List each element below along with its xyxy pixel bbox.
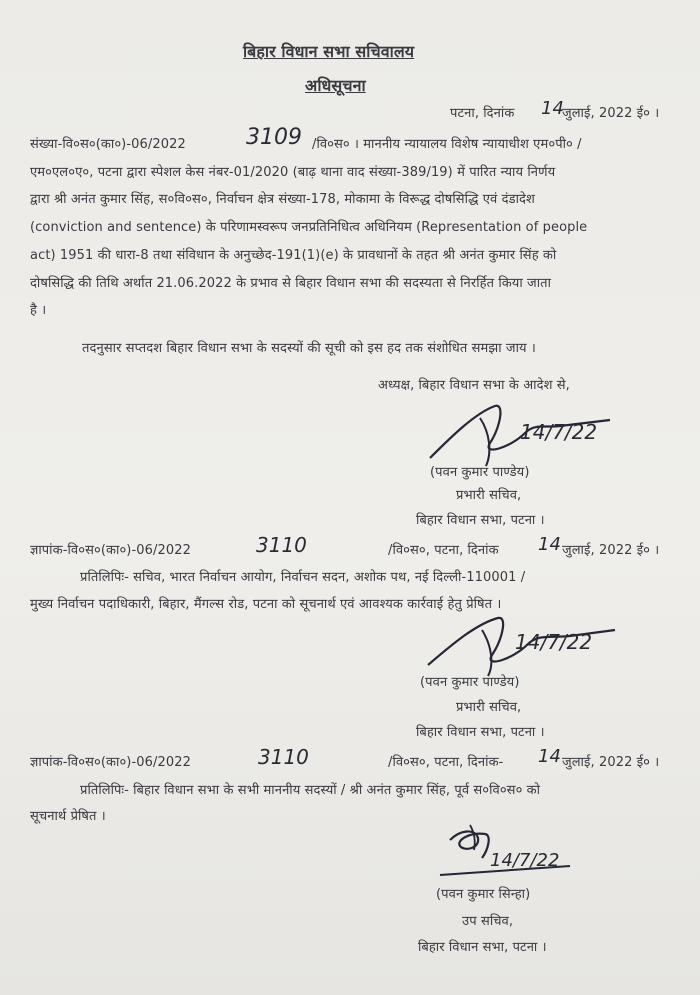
memo-ref-no: ज्ञापांक-वि०स०(का०)-06/2022: [30, 755, 191, 770]
memo-date-prefix: /वि०स०, पटना, दिनांक: [388, 543, 499, 558]
signatory-designation: प्रभारी सचिव,: [456, 700, 522, 715]
memo-date-prefix: /वि०स०, पटना, दिनांक-: [388, 755, 504, 770]
memo-ref-no: ज्ञापांक-वि०स०(का०)-06/2022: [30, 543, 191, 558]
signatory-designation: उप सचिव,: [462, 914, 514, 929]
notice-date-handwritten: 14: [541, 98, 564, 119]
notification-line: दोषसिद्धि की तिथि अर्थात 21.06.2022 के प्रभाव से बिहार विधान सभा की सदस्यता से निरर्हित किया जाता: [30, 276, 552, 291]
memo-date-suffix: जुलाई, 2022 ई० ।: [562, 755, 660, 770]
notification-line: (conviction and sentence) के परिणामस्वरूप जनप्रतिनिधित्व अधिनियम (Representation of people: [30, 220, 588, 235]
memo-date-handwritten: 14: [538, 534, 561, 555]
signature-date-handwritten: 14/7/22: [490, 850, 560, 871]
signatory-designation: प्रभारी सचिव,: [456, 488, 522, 503]
notification-line: एम०एल०ए०, पटना द्वारा स्पेशल केस नंबर-01/2020 (बाढ़ थाना वाद संख्या-389/19) में पारित न्याय निर्णय: [30, 165, 556, 180]
signatory-name: (पवन कुमार पाण्डेय): [430, 465, 530, 480]
notification-line: द्वारा श्री अनंत कुमार सिंह, स०वि०स०, निर्वाचन क्षेत्र संख्या-178, मोकामा के विरूद्ध दोषसिद्धि एवं दंडादेश: [30, 192, 535, 207]
notification-number-handwritten: 3109: [246, 125, 302, 150]
memo-date-handwritten: 14: [538, 746, 561, 767]
signature-date-handwritten: 14/7/22: [515, 630, 593, 654]
notice-date-suffix: जुलाई, 2022 ई० ।: [562, 106, 660, 121]
memo-copy-line: मुख्य निर्वाचन पदाधिकारी, बिहार, मैंगल्स रोड, पटना को सूचनार्थ एवं आवश्यक कार्रवाई हेतु प्रेषित ।: [30, 597, 502, 612]
signature-date-handwritten: 14/7/22: [520, 420, 598, 444]
memo-copy-line: सूचनार्थ प्रेषित ।: [30, 809, 106, 824]
memo-copy-line: प्रतिलिपिः- सचिव, भारत निर्वाचन आयोग, निर्वाचन सदन, अशोक पथ, नई दिल्ली-110001 /: [80, 570, 526, 585]
notice-date-prefix: पटना, दिनांक: [450, 106, 515, 121]
amendment-paragraph: तदनुसार सप्तदश बिहार विधान सभा के सदस्यों की सूची को इस हद तक संशोधित समझा जाय ।: [82, 341, 536, 356]
notification-line: है ।: [30, 303, 47, 318]
memo-date-suffix: जुलाई, 2022 ई० ।: [562, 543, 660, 558]
signatory-office: बिहार विधान सभा, पटना ।: [418, 940, 547, 955]
order-line: अध्यक्ष, बिहार विधान सभा के आदेश से,: [378, 378, 570, 393]
signatory-office: बिहार विधान सभा, पटना ।: [416, 513, 545, 528]
memo-number-handwritten: 3110: [258, 745, 309, 769]
memo-number-handwritten: 3110: [256, 533, 307, 557]
notification-ref-no: संख्या-वि०स०(का०)-06/2022: [30, 137, 186, 152]
notification-ref-suffix: /वि०स० । माननीय न्यायालय विशेष न्यायाधीश एम०पी० /: [312, 137, 582, 152]
memo-copy-line: प्रतिलिपिः- बिहार विधान सभा के सभी माननीय सदस्यों / श्री अनंत कुमार सिंह, पूर्व स०वि०स० को: [80, 783, 541, 798]
signatory-name: (पवन कुमार सिन्हा): [436, 887, 531, 902]
signatory-name: (पवन कुमार पाण्डेय): [420, 675, 520, 690]
office-title: बिहार विधान सभा सचिवालय: [243, 42, 415, 61]
notice-title: अधिसूचना: [305, 76, 366, 95]
notification-line: act) 1951 की धारा-8 तथा संविधान के अनुच्छेद-191(1)(e) के प्रावधानों के तहत श्री अनंत कुमार सिंह को: [30, 248, 557, 263]
signatory-office: बिहार विधान सभा, पटना ।: [416, 725, 545, 740]
